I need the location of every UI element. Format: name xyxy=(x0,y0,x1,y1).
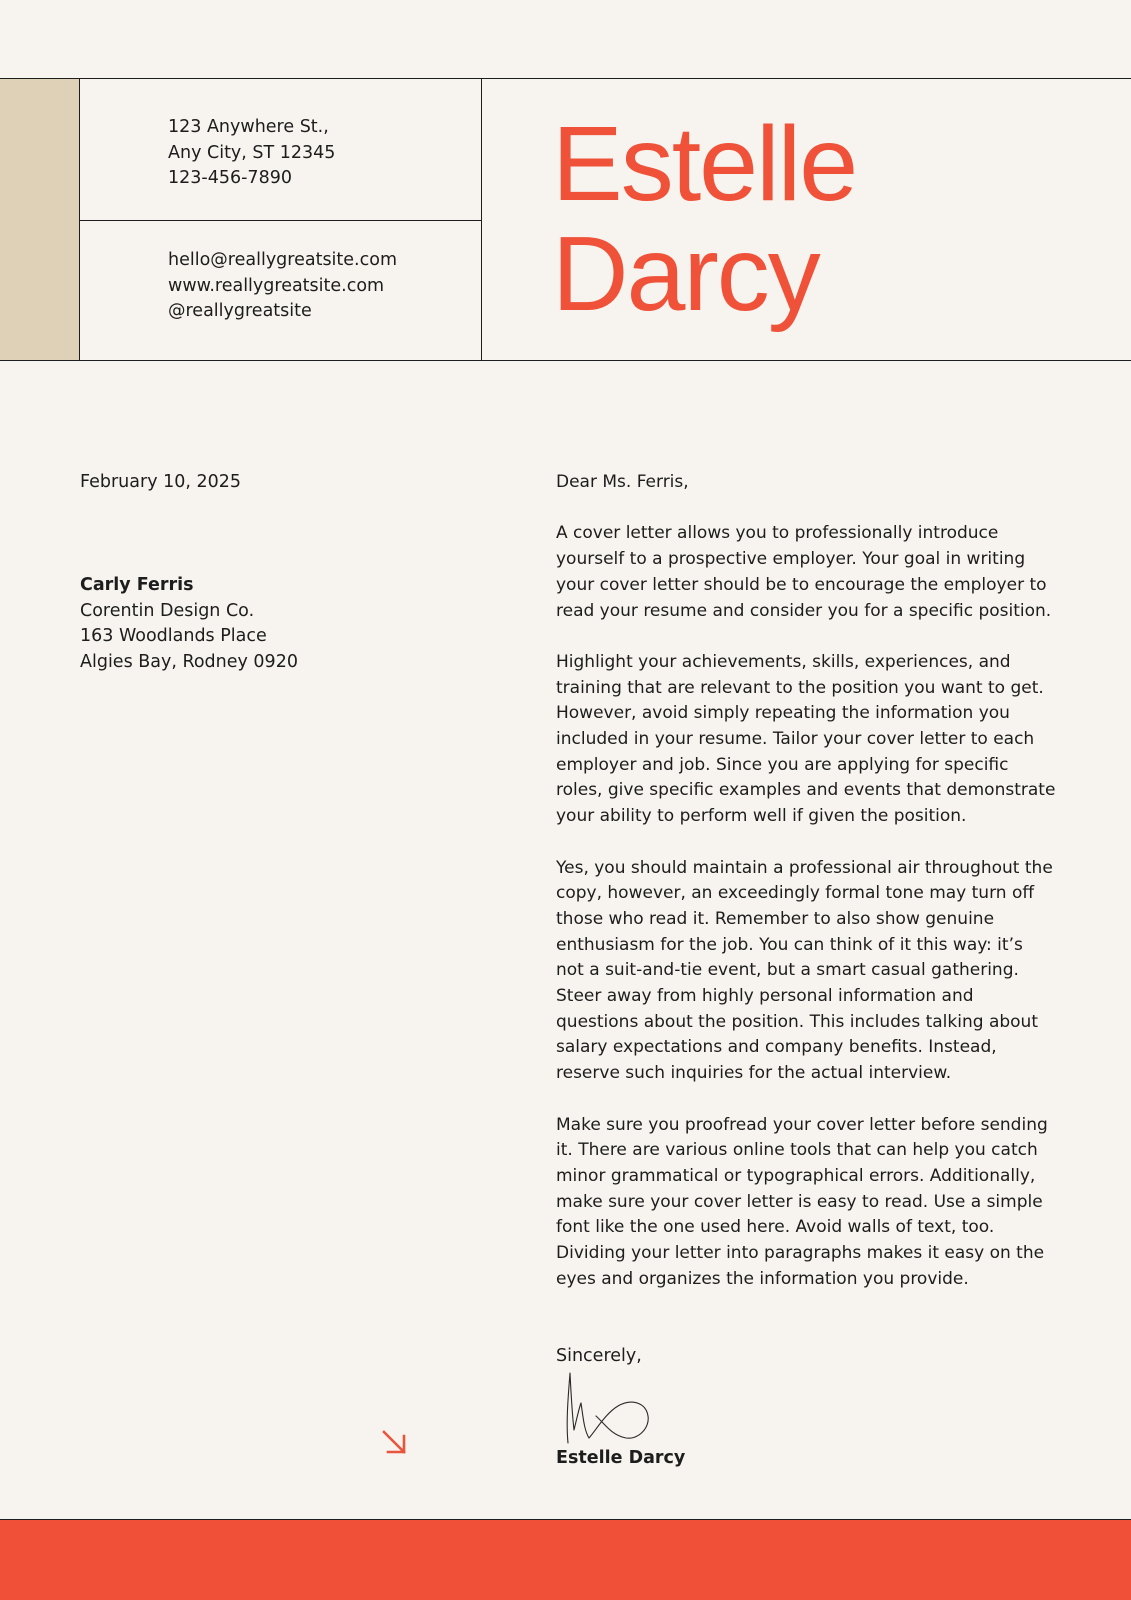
recipient-company: Corentin Design Co. xyxy=(80,600,255,621)
website-url: www.reallygreatsite.com xyxy=(168,275,385,296)
letter-paragraph: Yes, you should maintain a professional air throughout the copy, however, an exceedingly formal tone may turn off those who read it. Remember to also show genuine enthusiasm for the job. You can think of it this way: it’s not a suit-and-tie event, but a smart casual gathering. Steer away from highly personal information and questions about the position. This includes talking about salary expectations and company benefits. Instead, reserve such inquiries for the actual interview. xyxy=(556,857,1053,1084)
letter-greeting: Dear Ms. Ferris, xyxy=(556,472,689,492)
recipient-street: 163 Woodlands Place xyxy=(80,626,267,646)
sender-first-name: Estelle xyxy=(552,105,857,223)
address-street: 123 Anywhere St., xyxy=(168,117,329,137)
recipient-block xyxy=(80,573,298,675)
letter-paragraph: Make sure you proofread your cover letter before sending it. There are various online tools that can help you catch minor grammatical or typographical errors. Additionally, make sure your cover letter is easy to read. Use a simple font like the one used here. Avoid walls of text, too. Dividing your letter into paragraphs makes it easy on the eyes and organizes the information you provide. xyxy=(556,1114,1048,1289)
address-cell xyxy=(80,79,481,221)
beige-accent-strip xyxy=(0,79,80,360)
phone-number: 123-456-7890 xyxy=(168,168,292,188)
letter-paragraph: A cover letter allows you to professionally introduce yourself to a prospective employer. Your goal in writing your cover letter should be to encourage the employer to read your resume and consider you for a specific position. xyxy=(556,523,1052,621)
address-city: Any City, ST 12345 xyxy=(168,142,336,163)
contact-column xyxy=(80,79,482,360)
sender-name xyxy=(552,105,857,333)
arrow-down-right-icon xyxy=(380,1428,410,1458)
letter-date: February 10, 2025 xyxy=(80,472,242,492)
online-contact-cell xyxy=(80,221,481,360)
recipient-name: Carly Ferris xyxy=(80,575,194,595)
footer-accent-bar xyxy=(0,1519,1131,1600)
signature-image xyxy=(556,1368,656,1448)
letter-closing: Sincerely, xyxy=(556,1346,642,1366)
email-address: hello@reallygreatsite.com xyxy=(168,250,397,270)
letter-body xyxy=(556,470,1056,1318)
letterhead xyxy=(0,78,1131,361)
letter-paragraph: Highlight your achievements, skills, experiences, and training that are relevant to the position you want to get. However, avoid simply repeating the information you included in your resume. Tailor your cover letter to each employer and job. Since you are applying for specific roles, give specific examples and events that demonstrate your ability to perform well if given the position. xyxy=(556,651,1056,827)
social-handle: @reallygreatsite xyxy=(168,301,312,321)
signer-name: Estelle Darcy xyxy=(556,1448,686,1468)
sender-last-name: Darcy xyxy=(552,215,819,333)
recipient-city: Algies Bay, Rodney 0920 xyxy=(80,651,298,672)
